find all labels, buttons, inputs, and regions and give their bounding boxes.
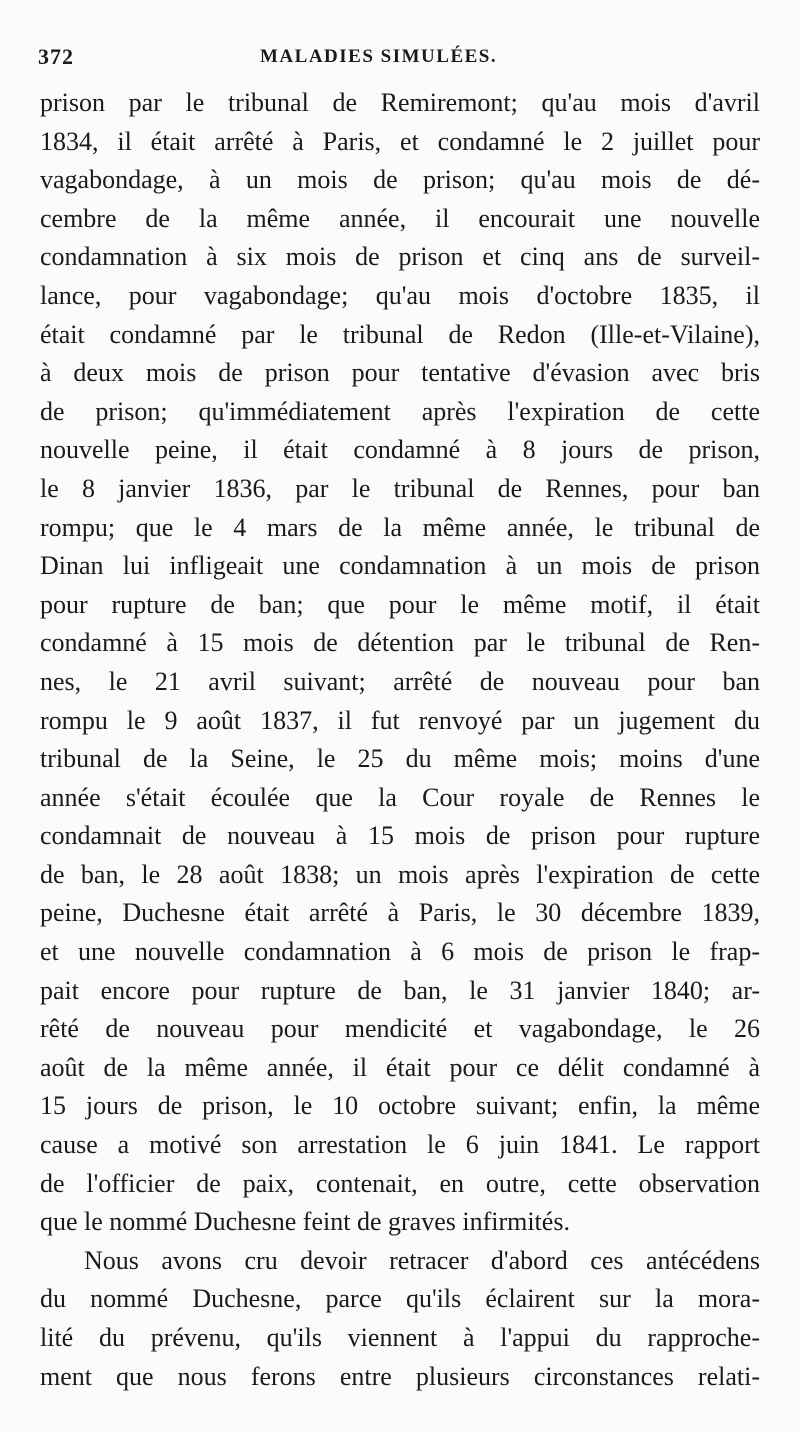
text-line: prison par le tribunal de Remiremont; qu'au mois d'avril (40, 88, 760, 117)
text-line: était condamné par le tribunal de Redon (Ille-et-Vilaine), (40, 319, 760, 349)
text-line: 1834, il était arrêté à Paris, et condamné le 2 juillet pour (40, 126, 760, 156)
text-line: vagabondage, à un mois de prison; qu'au mois de dé- (40, 165, 760, 195)
text-line: le 8 janvier 1836, par le tribunal de Rennes, pour ban (40, 473, 760, 503)
text-line: Nous avons cru devoir retracer d'abord ces antécédens (84, 1245, 760, 1275)
text-line: de prison; qu'immédiatement après l'expiration de cette (40, 396, 760, 426)
text-line: et une nouvelle condamnation à 6 mois de prison le frap- (40, 937, 760, 967)
text-line: pait encore pour rupture de ban, le 31 janvier 1840; ar- (40, 975, 760, 1005)
text-line: cembre de la même année, il encourait une nouvelle (40, 203, 760, 233)
text-line: année s'était écoulée que la Cour royale de Rennes le (40, 782, 760, 812)
text-line: condamnation à six mois de prison et cinq ans de surveil- (40, 242, 760, 272)
running-title: MALADIES SIMULÉES. (260, 46, 498, 67)
paragraph-2 (40, 1242, 760, 1396)
text-line: de ban, le 28 août 1838; un mois après l'expiration de cette (40, 859, 760, 889)
text-line: condamnait de nouveau à 15 mois de prison pour rupture (40, 821, 760, 851)
text-line: peine, Duchesne était arrêté à Paris, le 30 décembre 1839, (40, 898, 760, 928)
text-line: ment que nous ferons entre plusieurs circonstances relati- (40, 1361, 760, 1391)
text-line: rêté de nouveau pour mendicité et vagabondage, le 26 (40, 1014, 760, 1044)
text-line: rompu; que le 4 mars de la même année, le tribunal de (40, 512, 760, 542)
text-line: lité du prévenu, qu'ils viennent à l'appui du rapproche- (40, 1323, 760, 1352)
text-line: tribunal de la Seine, le 25 du même mois; moins d'une (40, 744, 760, 774)
text-line: que le nommé Duchesne feint de graves infirmités. (40, 1207, 570, 1237)
body-text (40, 84, 760, 1396)
text-line: nes, le 21 avril suivant; arrêté de nouveau pour ban (40, 666, 760, 696)
page-header (38, 40, 760, 80)
text-line: cause a motivé son arrestation le 6 juin 1841. Le rapport (40, 1130, 760, 1160)
text-line: août de la même année, il était pour ce délit condamné à (40, 1052, 760, 1082)
page-number: 372 (38, 44, 74, 69)
text-line: condamné à 15 mois de détention par le tribunal de Ren- (40, 628, 760, 658)
text-line: pour rupture de ban; que pour le même motif, il était (40, 589, 760, 619)
text-line: du nommé Duchesne, parce qu'ils éclairent sur la mora- (40, 1284, 760, 1314)
text-line: de l'officier de paix, contenait, en outre, cette observation (40, 1168, 760, 1198)
text-line: à deux mois de prison pour tentative d'évasion avec bris (40, 358, 760, 388)
text-line: nouvelle peine, il était condamné à 8 jours de prison, (40, 435, 760, 465)
text-line: Dinan lui infligeait une condamnation à un mois de prison (40, 551, 760, 581)
text-line: rompu le 9 août 1837, il fut renvoyé par un jugement du (40, 705, 760, 735)
text-line: 15 jours de prison, le 10 octobre suivant; enfin, la même (40, 1091, 760, 1121)
paragraph-1 (40, 84, 760, 1242)
text-line: lance, pour vagabondage; qu'au mois d'octobre 1835, il (40, 280, 760, 310)
